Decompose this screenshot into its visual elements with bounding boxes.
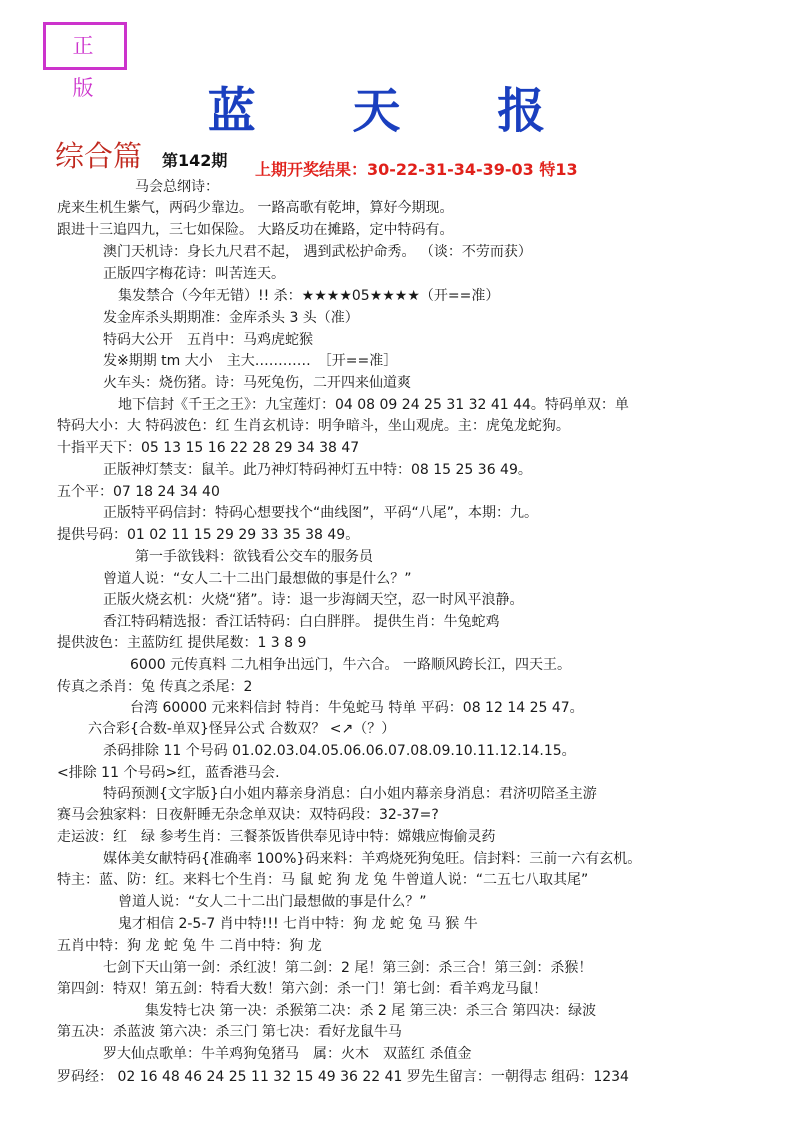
- text-line: 特码大小：大 特码波色：红 生肖玄机诗：明争暗斗，坐山观虎。主：虎兔龙蛇狗。: [57, 418, 570, 434]
- text-line: 火车头：烧伤猪。诗：马死兔伤，二开四来仙道爽: [103, 375, 411, 391]
- text-line: 媒体美女献特码{准确率 100%}码来料：羊鸡烧死狗兔旺。信封料：三前一六有玄机。: [103, 851, 642, 867]
- text-line: 第五决：杀蓝波 第六决：杀三门 第七决：看好龙鼠牛马: [57, 1024, 402, 1040]
- text-line: 杀码排除 11 个号码 01.02.03.04.05.06.06.07.08.09.10.11.12.14.15。: [103, 743, 576, 759]
- text-line: 鬼才相信 2-5-7 肖中特!!! 七肖中特：狗 龙 蛇 兔 马 猴 牛: [118, 916, 478, 932]
- text-line: 六合彩{合数-单双}怪异公式 合数双？ <↗（？）: [88, 721, 396, 737]
- text-line: 七剑下天山第一剑：杀红波！第二剑：2 尾！第三剑：杀三合！第三剑：杀猴！: [103, 960, 593, 976]
- text-line: 发※期期 tm 大小 主大………… ［开==准］: [103, 353, 398, 369]
- text-line: 第一手欲钱料：欲钱看公交车的服务员: [135, 549, 373, 565]
- text-line: 传真之杀肖：兔 传真之杀尾：2: [57, 679, 253, 695]
- text-line: 罗码经： 02 16 48 46 24 25 11 32 15 49 36 22 41 罗先生留言：一朝得志 组码：1234: [57, 1069, 629, 1085]
- text-line: 6000 元传真料 二九相争出远门，牛六合。 一路顺风跨长江，四天王。: [130, 657, 571, 673]
- text-line: 曾道人说：“女人二十二出门最想做的事是什么？”: [103, 571, 412, 587]
- text-line: 提供号码：01 02 11 15 29 29 33 35 38 49。: [57, 527, 360, 543]
- text-line: 五个平：07 18 24 34 40: [57, 484, 220, 500]
- section-heading: 综合篇: [55, 139, 143, 173]
- text-line: 正版特平码信封：特码心想要找个“曲线图”，平码“八尾”，本期：九。: [103, 505, 539, 521]
- text-line: 跟进十三追四九，三七如保险。 大路反功在摊路，定中特码有。: [57, 222, 454, 238]
- text-line: 赛马会独家料：日夜鼾睡无杂念单双诀：双特码段：32-37=?: [57, 807, 439, 823]
- text-line: 特码大公开 五肖中：马鸡虎蛇猴: [103, 332, 313, 348]
- text-line: 特码预测{文字版}白小姐内幕亲身消息：白小姐内幕亲身消息：君济叨陪圣主游: [103, 786, 597, 802]
- text-line: 集发特七决 第一决：杀猴第二决：杀 2 尾 第三决：杀三合 第四决：绿波: [145, 1003, 597, 1019]
- text-line: 地下信封《千王之王》：九宝莲灯：04 08 09 24 25 31 32 41 44。特码单双：单: [118, 397, 629, 413]
- text-line: 正版火烧玄机：火烧“猪”。诗：退一步海阔天空，忍一时风平浪静。: [103, 592, 524, 608]
- text-line: 澳门天机诗：身长九尺君不起， 遇到武松护命秀。 （谈：不劳而获）: [103, 244, 532, 260]
- text-line: 台湾 60000 元来料信封 特肖：牛兔蛇马 特单 平码：08 12 14 25 47。: [130, 700, 584, 716]
- text-line: 罗大仙点歌单：牛羊鸡狗兔猪马 属：火木 双蓝红 杀值金: [103, 1046, 472, 1062]
- genuine-stamp: 正 版: [43, 22, 127, 70]
- text-line: 第四剑：特双！第五剑：特看大数！第六剑：杀一门！第七剑：看羊鸡龙马鼠！: [57, 981, 547, 997]
- text-line: 曾道人说：“女人二十二出门最想做的事是什么？”: [118, 894, 427, 910]
- text-line: 特主：蓝、防：红。来料七个生肖：马 鼠 蛇 狗 龙 兔 牛曾道人说：“二五七八取其尾”: [57, 872, 589, 888]
- page-title: 蓝 天 报: [207, 83, 586, 139]
- text-line: 集发禁合（今年无错）!! 杀：★★★★05★★★★（开==准）: [118, 288, 500, 304]
- text-line: 马会总纲诗：: [135, 179, 219, 195]
- text-line: 虎来生机生紫气，两码少靠边。 一路高歌有乾坤，算好今期现。: [57, 200, 454, 216]
- text-line: 十指平天下：05 13 15 16 22 28 29 34 38 47: [57, 440, 360, 456]
- text-line: 香江特码精选报：香江话特码：白白胖胖。 提供生肖：牛兔蛇鸡: [103, 614, 500, 630]
- text-line: 走运波：红 绿 参考生肖：三餐茶饭皆供奉见诗中特：嫦娥应悔偷灵药: [57, 829, 496, 845]
- text-line: 提供波色：主蓝防红 提供尾数：1 3 8 9: [57, 635, 307, 651]
- text-line: 正版神灯禁支：鼠羊。此乃神灯特码神灯五中特：08 15 25 36 49。: [103, 462, 532, 478]
- issue-number: 第142期: [162, 151, 228, 170]
- text-line: 五肖中特：狗 龙 蛇 兔 牛 二肖中特：狗 龙: [57, 938, 322, 954]
- last-result: 上期开奖结果：30-22-31-34-39-03 特13: [255, 160, 578, 179]
- text-line: 发金库杀头期期准：金库杀头 3 头（准）: [103, 310, 359, 326]
- text-line: 正版四字梅花诗：叫苦连天。: [103, 266, 285, 282]
- text-line: <排除 11 个号码>红，蓝香港马会.: [57, 765, 280, 781]
